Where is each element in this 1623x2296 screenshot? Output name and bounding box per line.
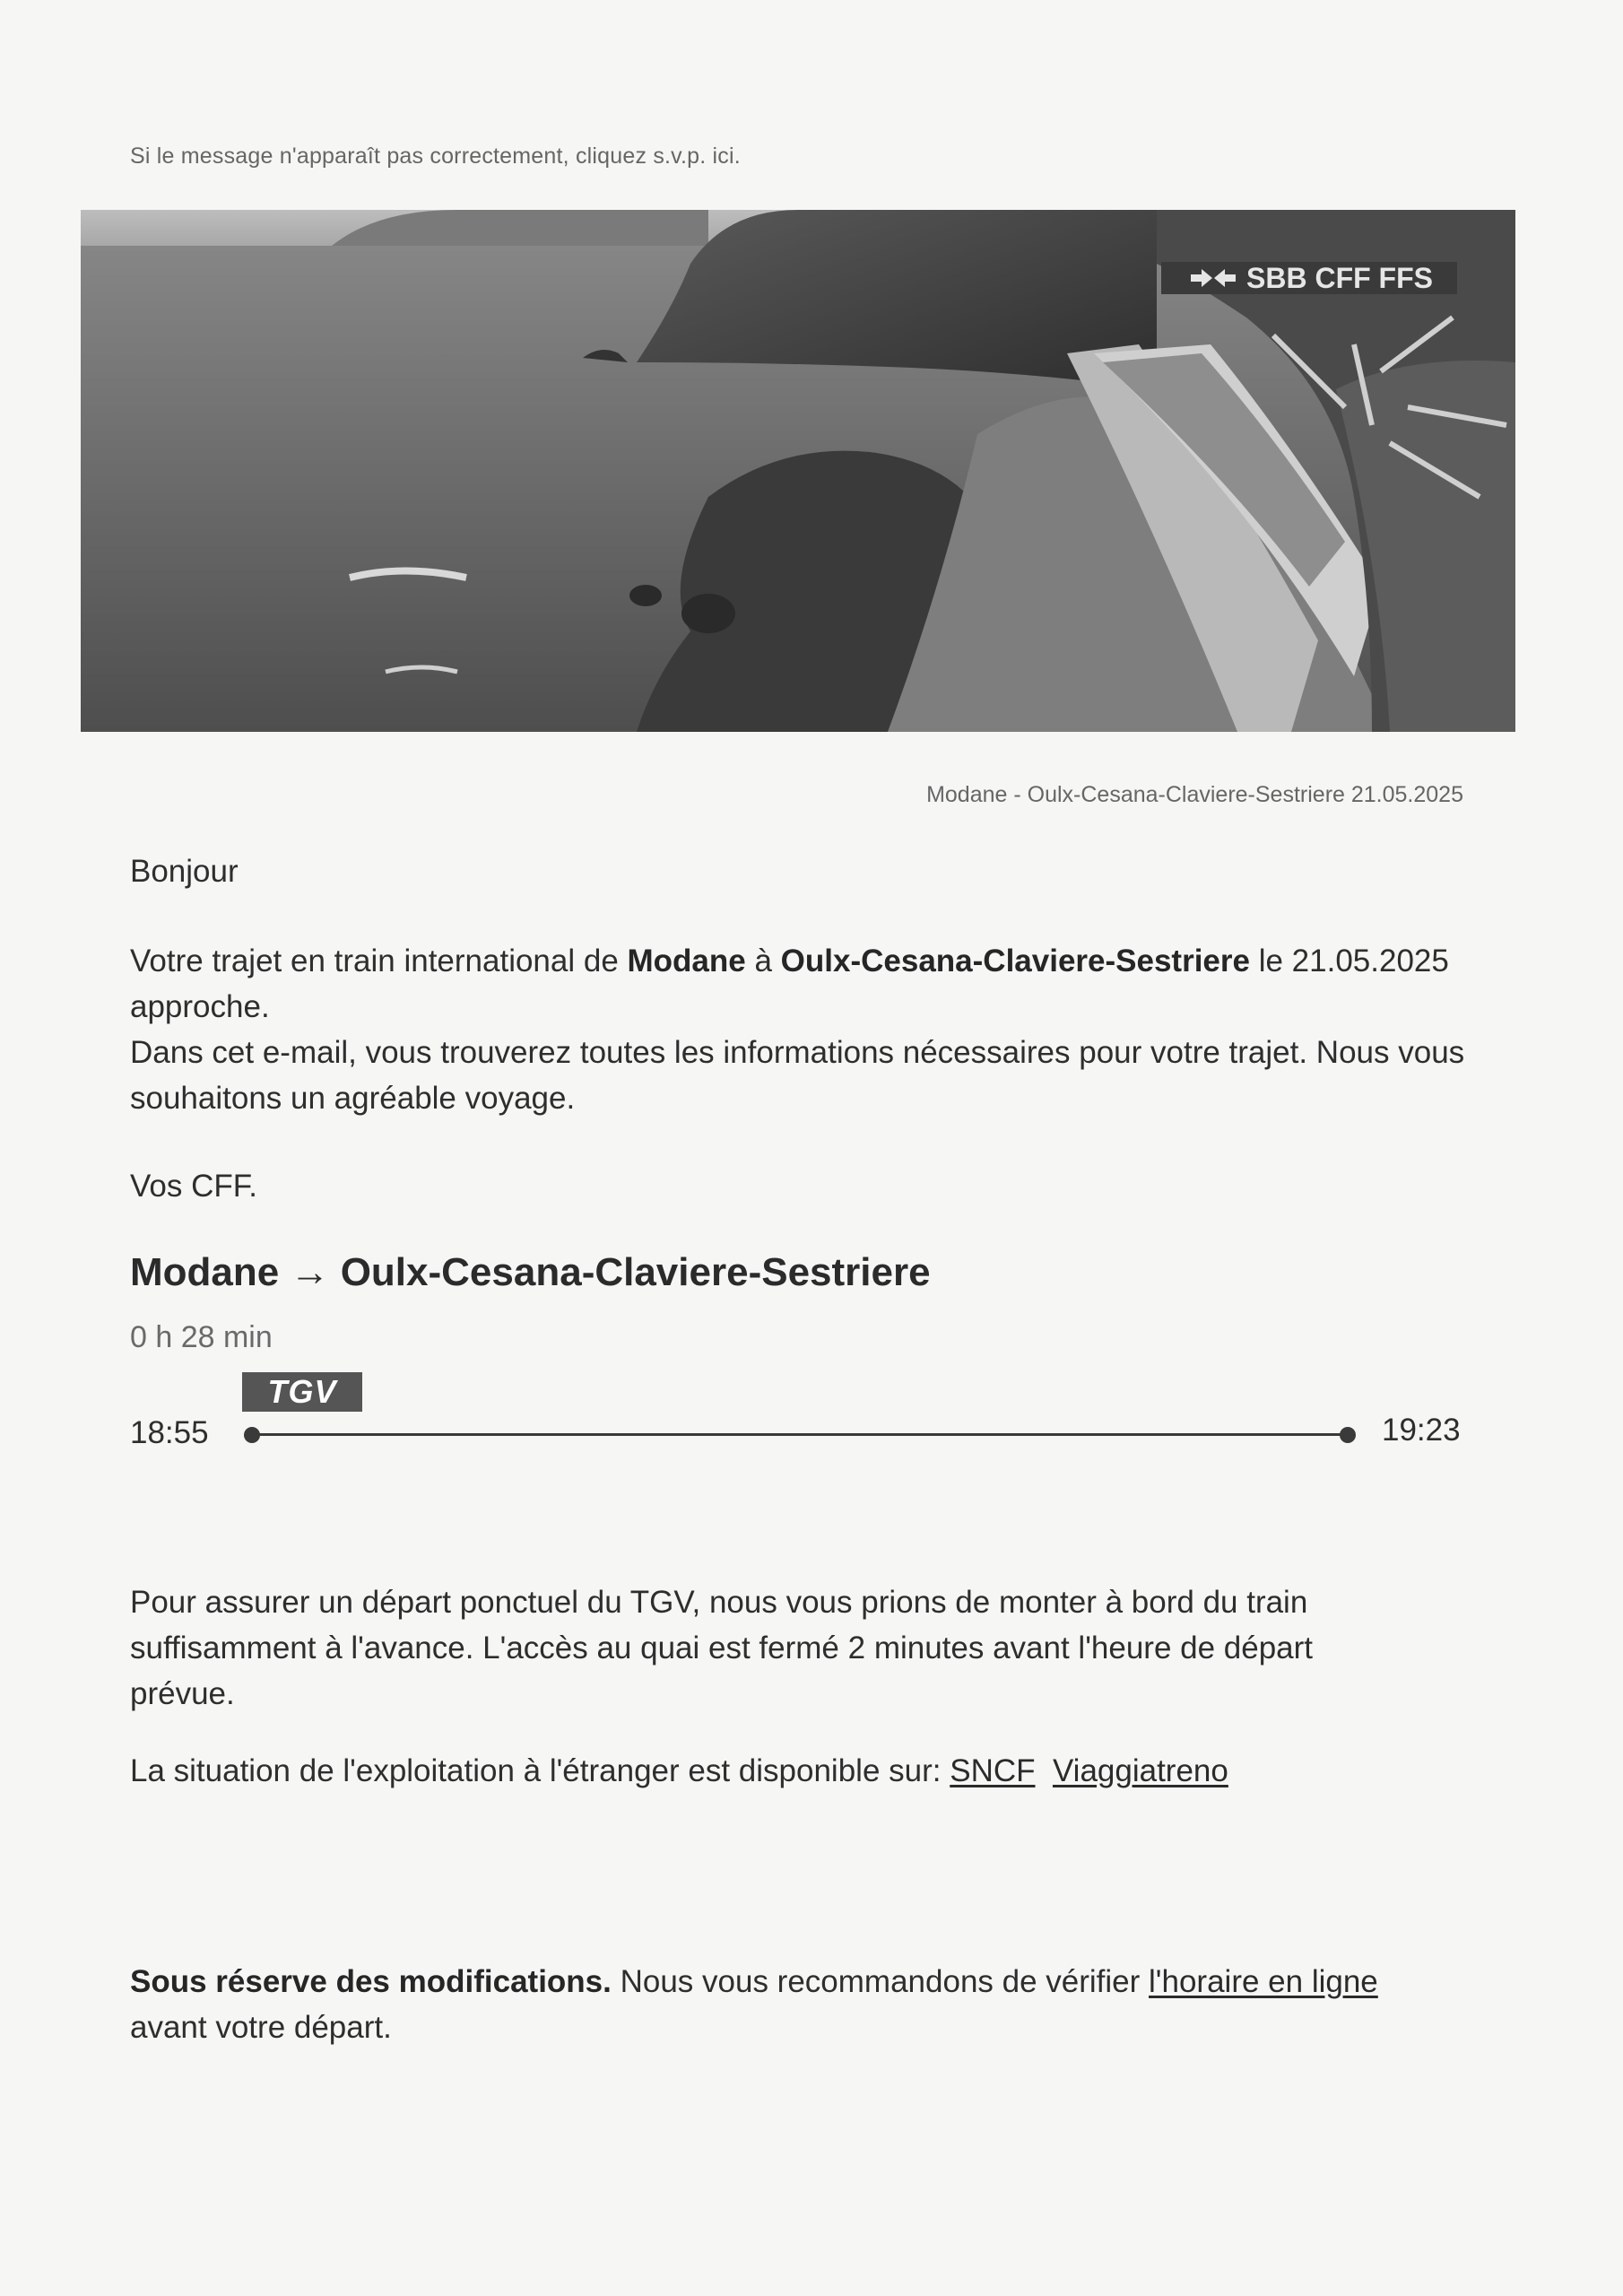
greeting: Bonjour <box>130 854 239 889</box>
signoff: Vos CFF. <box>130 1169 257 1204</box>
arrow-right-icon: → <box>290 1250 330 1294</box>
hero-caption: Modane - Oulx-Cesana-Claviere-Sestriere 21.05.2025 <box>926 782 1463 807</box>
operations-paragraph: La situation de l'exploitation à l'étranger est disponible sur: SNCF Viaggiatreno <box>130 1753 1228 1788</box>
intro-destination: Oulx-Cesana-Claviere-Sestriere <box>780 944 1250 978</box>
disclaimer-bold: Sous réserve des modifications. <box>130 1964 612 1999</box>
sbb-logo-text: SBB CFF FFS <box>1246 262 1433 294</box>
viaggiatreno-link[interactable]: Viaggiatreno <box>1052 1753 1228 1788</box>
timeline-line <box>251 1433 1349 1436</box>
disclaimer-paragraph: Sous réserve des modifications. Nous vous recommandons de vérifier l'horaire en ligne avant votre départ. <box>130 1964 1378 2045</box>
arrival-time: 19:23 <box>1382 1413 1461 1448</box>
timeline-end-dot <box>1340 1427 1356 1443</box>
boarding-note: Pour assurer un départ ponctuel du TGV, nous vous prions de monter à bord du train suffisamment à l'avance. L'accès au quai est fermé 2 minutes avant l'heure de départ prévue. <box>130 1585 1314 1711</box>
intro-origin: Modane <box>627 944 746 978</box>
hero-image <box>81 210 1515 732</box>
online-timetable-link[interactable]: l'horaire en ligne <box>1149 1964 1378 1999</box>
intro-paragraph: Votre trajet en train international de Modane à Oulx-Cesana-Claviere-Sestriere le 21.05.2025 approche. Dans cet e-mail, vous trouverez toutes les informations nécessaires pour votre trajet. Nous vous souhaitons un agréable voyage. <box>130 944 1465 1116</box>
preheader <box>130 144 741 170</box>
timeline-start-dot <box>244 1427 260 1443</box>
sncf-link[interactable]: SNCF <box>950 1753 1036 1788</box>
view-online-link[interactable]: Si le message n'apparaît pas correctement, cliquez s.v.p. ici. <box>130 144 741 169</box>
journey-duration: 0 h 28 min <box>130 1320 273 1354</box>
train-type-badge: TGV <box>242 1372 362 1412</box>
intro-line2: Dans cet e-mail, vous trouverez toutes les informations nécessaires pour votre trajet. Nous vous souhaitons un agréable voyage. <box>130 1035 1465 1116</box>
journey-title: Modane → Oulx-Cesana-Claviere-Sestriere <box>130 1250 931 1294</box>
departure-time: 18:55 <box>130 1415 209 1450</box>
journey-timeline <box>244 1427 1356 1443</box>
hero-photo <box>81 210 1515 732</box>
